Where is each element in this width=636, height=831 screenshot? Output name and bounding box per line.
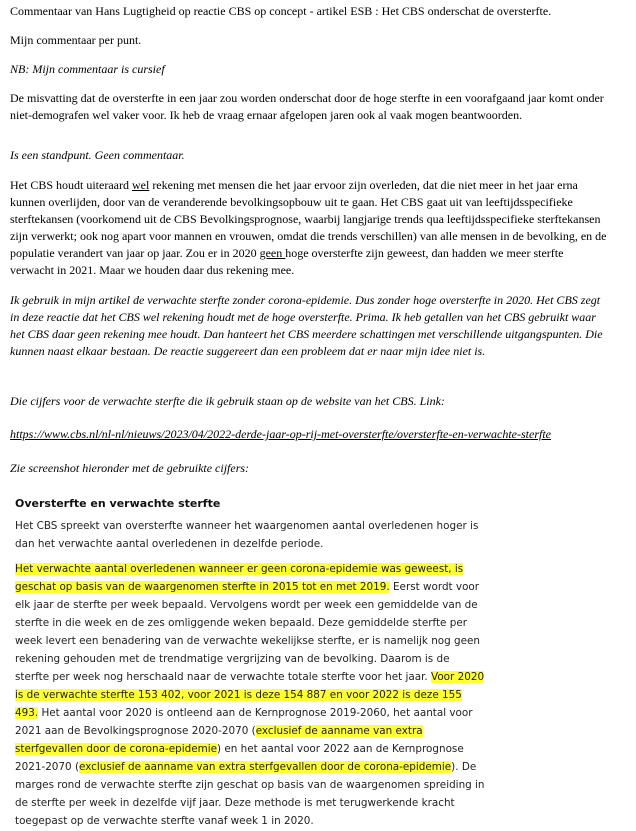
highlight-4: exclusief de aanname van extra sterfgevallen door de corona-epidemie: [79, 761, 452, 773]
quote-2-wel: wel: [131, 178, 150, 192]
quote-2-geen: geen: [259, 246, 286, 260]
comment-4: Zie screenshot hieronder met de gebruikte cijfers:: [10, 461, 250, 475]
text-3: ) en het aantal voor 2022 aan de Kernprognose 2021-2070 (: [15, 743, 464, 773]
highlight-3: exclusief de aanname van extra sterfgevallen door de corona-epidemie: [15, 725, 423, 755]
comment-2: Ik gebruik in mijn artikel de verwachte sterfte zonder corona-epidemie. Dus zonder hoge oversterfte in 2020. Het CBS zegt in deze reactie dat het CBS wel rekening houdt met de hoge oversterfte. Prima. Ik heb getallen van het CBS gebruikt waar het CBS daar geen rekening mee houdt. Dan hanteert het CBS meerdere schattingen met verschillende uitgangspunten. Die kunnen naast elkaar bestaan. De reactie suggereert dan een probleem dat er naar mijn idee niet is.: [10, 293, 603, 358]
quote-2-part-c: hoge oversterfte zijn geweest, dan hadden we meer sterfte verwacht in 2021. Maar we houden daar dus rekening mee.: [10, 246, 564, 277]
cbs-quote-2: [10, 177, 610, 279]
title-line: Commentaar van Hans Lugtigheid op reactie CBS op concept - artikel ESB : Het CBS onderschat de oversterfte.: [10, 4, 552, 18]
cbs-link[interactable]: https://www.cbs.nl/nl-nl/nieuws/2023/04/2022-derde-jaar-op-rij-met-oversterfte/oversterfte-en-verwachte-sterfte: [10, 427, 551, 441]
screenshot-heading: Oversterfte en verwachte sterfte: [15, 497, 221, 510]
cbs-quote-1: De misvatting dat de oversterfte in een jaar zou worden onderschat door de hoge sterfte in een voorafgaand jaar komt onder niet-demografen wel vaker voor. Ik heb de vraag ernaar afgelopen jaren ook al vaak mogen beantwoorden.: [10, 91, 604, 122]
screenshot-para-1: Het CBS spreekt van oversterfte wanneer het waargenomen aantal overledenen hoger is dan het verwachte aantal overledenen in dezelfde periode.: [15, 520, 479, 550]
comment-1: Is een standpunt. Geen commentaar.: [10, 148, 185, 162]
comment-3: Die cijfers voor de verwachte sterfte die ik gebruik staan op de website van het CBS. Link:: [10, 394, 445, 408]
screenshot-para-2: [15, 560, 485, 830]
text-2: Het aantal voor 2020 is ontleend aan de Kernprognose 2019-2060, het aantal voor 2021 aan de Bevolkingsprognose 2020-2070 (: [15, 707, 473, 737]
text-1: Eerst wordt voor elk jaar de sterfte per week bepaald. Vervolgens wordt per week een gemiddelde van de sterfte in die week en de zes omliggende weken bepaald. Deze gemiddelde sterfte per week levert een benadering van de verwachte wekelijkse sterfte, er is namelijk nog geen rekening gehouden met de trendmatige vergrijzing van de bevolking. Daarom is de sterfte per week nog herschaald naar de verwachte totale sterfte voor het jaar.: [15, 581, 481, 683]
highlight-2: Voor 2020 is de verwachte sterfte 153 402, voor 2021 is deze 154 887 en voor 2022 is deze 155 493.: [15, 671, 485, 719]
intro-line: Mijn commentaar per punt.: [10, 33, 142, 47]
highlight-1: Het verwachte aantal overledenen wanneer er geen corona-epidemie was geweest, is geschat op basis van de waargenomen sterfte in 2015 tot en met 2019.: [15, 563, 464, 593]
quote-2-part-b: rekening met mensen die het jaar ervoor zijn overleden, dat die niet meer in het jaar erna kunnen overlijden, door van de veranderende bevolkingsopbouw uit te gaan. Het CBS gaat uit van leeftijdsspecifieke sterftekansen (voorkomend uit de CBS Bevolkingsprognose, waarbij langjarige trends qua leeftijdsspecifieke sterftekansen zijn verwerkt; ook nog apart voor mannen en vrouwen, omdat die trends verschillen) van alle mensen in de bevolking, en de populatie verandert van jaar op jaar. Zou er in 2020: [10, 178, 607, 260]
note-line: NB: Mijn commentaar is cursief: [10, 62, 165, 76]
quote-2-part-a: Het CBS houdt uiteraard: [10, 178, 132, 192]
text-4: ). De marges rond de verwachte sterfte zijn geschat op basis van de waargenomen spreiding in de sterfte per week in dezelfde vijf jaar. Deze methode is met terugwerkende kracht toegepast op de verwachte sterfte vanaf week 1 in 2020.: [15, 761, 485, 827]
